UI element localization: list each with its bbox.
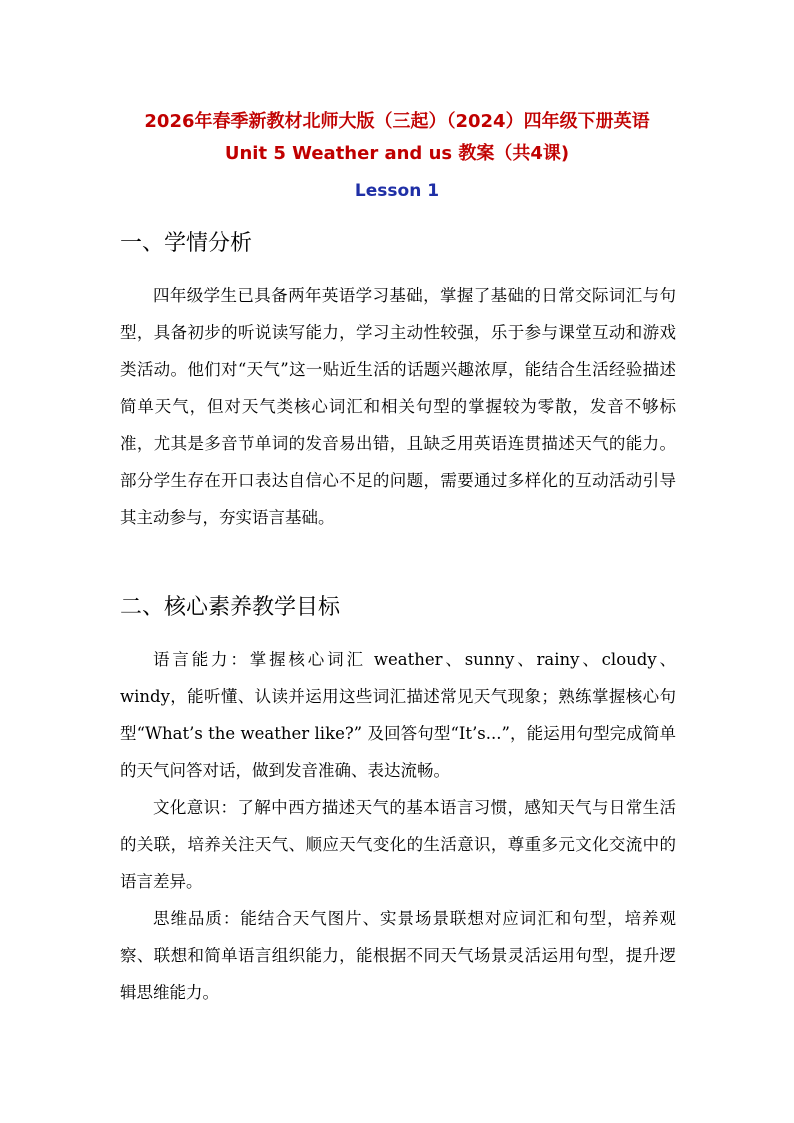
document-title-line-1: 2026年春季新教材北师大版（三起）（2024）四年级下册英语: [144, 111, 650, 132]
objective-cultural-awareness: 文化意识：了解中西方描述天气的基本语言习惯，感知天气与日常生活的关联，培养关注天气、顺应天气变化的生活意识，尊重多元文化交流中的语言差异。: [120, 798, 676, 891]
objective-language-ability: 语言能力：掌握核心词汇 weather、sunny、rainy、cloudy、windy，能听懂、认读并运用这些词汇描述常见天气现象；熟练掌握核心句型“What’s the weather like?” 及回答句型“It’s...”，能运用句型完成简单的天气问答对话，做到发音准确、表达流畅。: [120, 650, 676, 780]
learner-analysis-paragraph: 四年级学生已具备两年英语学习基础，掌握了基础的日常交际词汇与句型，具备初步的听说读写能力，学习主动性较强，乐于参与课堂互动和游戏类活动。他们对“天气”这一贴近生活的话题兴趣浓厚，能结合生活经验描述简单天气，但对天气类核心词汇和相关句型的掌握较为零散，发音不够标准，尤其是多音节单词的发音易出错，且缺乏用英语连贯描述天气的能力。部分学生存在开口表达自信心不足的问题，需要通过多样化的互动活动引导其主动参与，夯实语言基础。: [120, 286, 676, 527]
lesson-subtitle: Lesson 1: [354, 181, 440, 201]
section-heading-teaching-objectives: 二、核心素养教学目标: [120, 595, 341, 620]
objective-thinking-quality: 思维品质：能结合天气图片、实景场景联想对应词汇和句型，培养观察、联想和简单语言组织能力，能根据不同天气场景灵活运用句型，提升逻辑思维能力。: [120, 909, 676, 1002]
section-heading-learner-analysis: 一、学情分析: [120, 231, 253, 256]
document-title-line-2: Unit 5 Weather and us 教案（共4课): [224, 143, 570, 164]
